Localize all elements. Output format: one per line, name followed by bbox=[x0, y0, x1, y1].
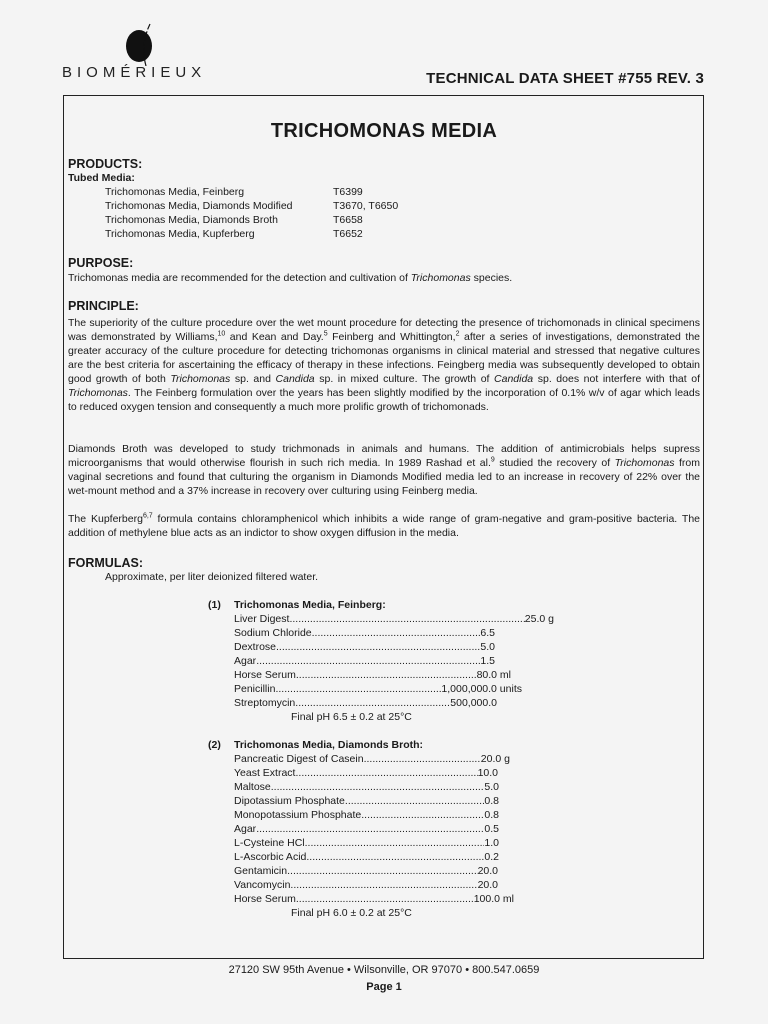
formula-number: (2) bbox=[208, 739, 221, 751]
company-logo bbox=[62, 22, 242, 92]
ingredient-row: Agar ..... 1.5 bbox=[234, 655, 495, 667]
formula-title: Trichomonas Media, Diamonds Broth: bbox=[234, 739, 424, 751]
products-heading: PRODUCTS: bbox=[68, 157, 143, 171]
ingredient-row: Agar ..... 0.5 bbox=[234, 823, 499, 835]
final-ph: Final pH 6.0 ± 0.2 at 25°C bbox=[291, 907, 412, 919]
principle-paragraph-2: Diamonds Broth was developed to study trichmonads in animals and humans. The addition of antimicrobials helps supress microorganisms that would otherwise flourish in such rich media. In 1989 Rashad et al.$^9$ studied the recovery of Trichomonas from vaginal secretions and found that culturing the organism in Diamonds Modified media led to an increase in recovery of 22% over the wet-mount method and a 37% increase in recovery over culturing using Feinberg media. bbox=[68, 443, 701, 497]
technical-sheet-title: TECHNICAL DATA SHEET #755 REV. 3 bbox=[426, 70, 704, 87]
ingredient-row: Gentamicin ..... 20.0 bbox=[234, 865, 498, 877]
ingredient-row: Monopotassium Phosphate ..... 0.8 bbox=[234, 809, 499, 821]
purpose-heading: PURPOSE: bbox=[68, 256, 134, 270]
ingredient-row: Pancreatic Digest of Casein ..... 20.0 g bbox=[234, 753, 510, 765]
logo-mark-icon bbox=[122, 22, 162, 66]
footer-address: 27120 SW 95th Avenue • Wilsonville, OR 97070 • 800.547.0659 bbox=[228, 964, 540, 976]
ingredient-row: Horse Serum ..... 80.0 ml bbox=[234, 669, 511, 681]
formula-title: Trichomonas Media, Feinberg: bbox=[234, 599, 386, 611]
document-title: TRICHOMONAS MEDIA bbox=[270, 120, 498, 142]
ingredient-row: Maltose ..... 5.0 bbox=[234, 781, 499, 793]
purpose-text: Trichomonas media are recommended for the detection and cultivation of Trichomonas species. bbox=[68, 272, 513, 284]
product-row: Trichomonas Media, Kupferberg T6652 bbox=[105, 228, 363, 240]
formulas-intro: Approximate, per liter deionized filtered water. bbox=[105, 571, 319, 583]
final-ph: Final pH 6.5 ± 0.2 at 25°C bbox=[291, 711, 412, 723]
ingredient-row: Vancomycin ..... 20.0 bbox=[234, 879, 498, 891]
logo-text: BIOMÉRIEUX bbox=[62, 64, 207, 81]
ingredient-row: Sodium Chloride ..... 6.5 bbox=[234, 627, 495, 639]
page-number: Page 1 bbox=[366, 981, 402, 993]
product-row: Trichomonas Media, Diamonds Modified T3670, T6650 bbox=[105, 200, 399, 212]
principle-paragraph-3: The Kupferberg$^{6,7}$ formula contains chloramphenicol which inhibits a wide range of gram-negative and gram-positive bacteria. The addition of methylene blue acts as an indictor to show oxygen diffusion in the media. bbox=[68, 512, 701, 539]
tubed-media-subheading: Tubed Media: bbox=[68, 172, 135, 184]
principle-paragraph-1: The superiority of the culture procedure over the wet mount procedure for detecting the presence of trichomonads in clinical specimens was demonstrated by Williams,$^{10}$ and Kean and Day.$^5$ Feinberg and Whittington,$^2$ after a series of investigations, demonstrated the greater accuracy of the culture procedure for detecting trichomonas organisms in clinical material and stressed that negative cultures are the best criteria for ascertaining the efficacy of therapy in these infections. Feingberg media was subsequently developed to obtain good growth of both Trichomonas sp. and Candida sp. in mixed culture. The growth of Candida sp. does not interfere with that of Trichomonas. The Feinberg formulation over the years has been slightly modified by the incorporation of 0.1% w/v of agar which leads to reduced oxygen tension and consequently a much more prolific growth of trichomonads. bbox=[68, 317, 700, 413]
ingredient-row: L-Cysteine HCl ..... 1.0 bbox=[234, 837, 499, 849]
ingredient-row: Horse Serum ..... 100.0 ml bbox=[234, 893, 514, 905]
ingredient-row: L-Ascorbic Acid ..... 0.2 bbox=[234, 851, 499, 863]
principle-heading: PRINCIPLE: bbox=[68, 299, 139, 313]
ingredient-row: Streptomycin ..... 500,000.0 bbox=[234, 697, 497, 709]
ingredient-row: Liver Digest ..... 25.0 g bbox=[234, 613, 554, 625]
ingredient-row: Yeast Extract ..... 10.0 bbox=[234, 767, 498, 779]
formula-number: (1) bbox=[208, 599, 221, 611]
formulas-heading: FORMULAS: bbox=[68, 556, 143, 570]
ingredient-row: Dipotassium Phosphate ..... 0.8 bbox=[234, 795, 499, 807]
product-row: Trichomonas Media, Feinberg T6399 bbox=[105, 186, 363, 198]
ingredient-row: Dextrose ..... 5.0 bbox=[234, 641, 495, 653]
ingredient-row: Penicillin ..... 1,000,000.0 units bbox=[234, 683, 522, 695]
product-row: Trichomonas Media, Diamonds Broth T6658 bbox=[105, 214, 363, 226]
